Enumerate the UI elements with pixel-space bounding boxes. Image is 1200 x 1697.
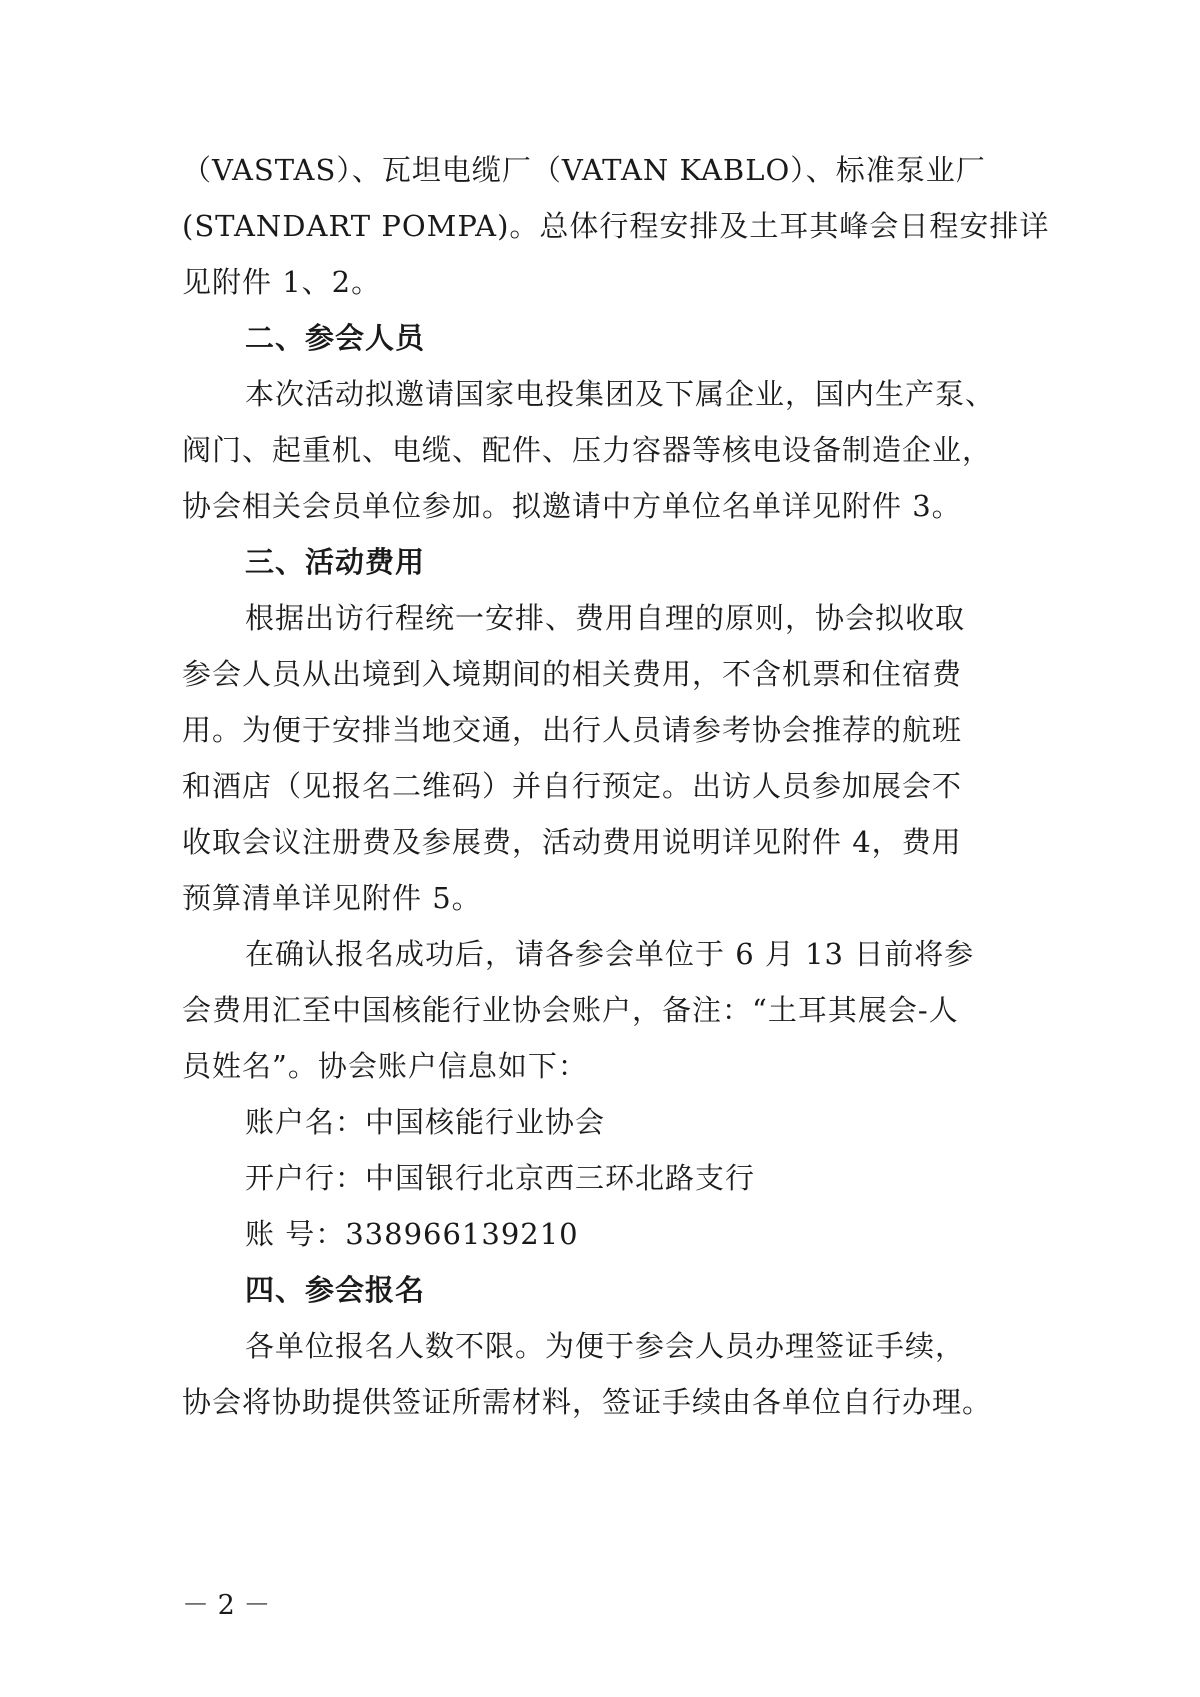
paragraph-line: 和酒店（见报名二维码）并自行预定。出访人员参加展会不 [182, 769, 963, 803]
account-number: 账 号：338966139210 [245, 1217, 579, 1251]
section-heading-participants: 二、参会人员 [245, 321, 426, 355]
account-bank: 开户行：中国银行北京西三环北路支行 [245, 1161, 756, 1195]
paragraph-line: 见附件 1、2。 [182, 265, 382, 299]
section-heading-fees: 三、活动费用 [245, 545, 426, 579]
paragraph-line: 员姓名”。协会账户信息如下： [182, 1049, 588, 1083]
paragraph-line: 阀门、起重机、电缆、配件、压力容器等核电设备制造企业， [182, 433, 993, 467]
account-name: 账户名：中国核能行业协会 [245, 1105, 606, 1139]
page-number: － 2 － [182, 1590, 271, 1621]
paragraph-line: 在确认报名成功后，请各参会单位于 6 月 13 日前将参 [245, 937, 975, 971]
paragraph-line: 会费用汇至中国核能行业协会账户，备注：“土耳其展会-人 [182, 993, 959, 1027]
section-heading-registration: 四、参会报名 [245, 1273, 426, 1307]
paragraph-line: 参会人员从出境到入境期间的相关费用，不含机票和住宿费 [182, 657, 963, 691]
paragraph-line: 预算清单详见附件 5。 [182, 881, 482, 915]
paragraph-line: 用。为便于安排当地交通，出行人员请参考协会推荐的航班 [182, 713, 963, 747]
paragraph-line: 协会相关会员单位参加。拟邀请中方单位名单详见附件 3。 [182, 489, 962, 523]
paragraph-line: 各单位报名人数不限。为便于参会人员办理签证手续， [245, 1329, 966, 1363]
paragraph-line: 根据出访行程统一安排、费用自理的原则，协会拟收取 [245, 601, 966, 635]
paragraph-line: (STANDART POMPA)。总体行程安排及土耳其峰会日程安排详 [182, 209, 1050, 243]
paragraph-line: 协会将协助提供签证所需材料，签证手续由各单位自行办理。 [182, 1385, 993, 1419]
paragraph-line: 本次活动拟邀请国家电投集团及下属企业，国内生产泵、 [245, 377, 996, 411]
paragraph-line: （VASTAS）、瓦坦电缆厂（VATAN KABLO）、标准泵业厂 [182, 153, 986, 187]
paragraph-line: 收取会议注册费及参展费，活动费用说明详见附件 4，费用 [182, 825, 962, 859]
